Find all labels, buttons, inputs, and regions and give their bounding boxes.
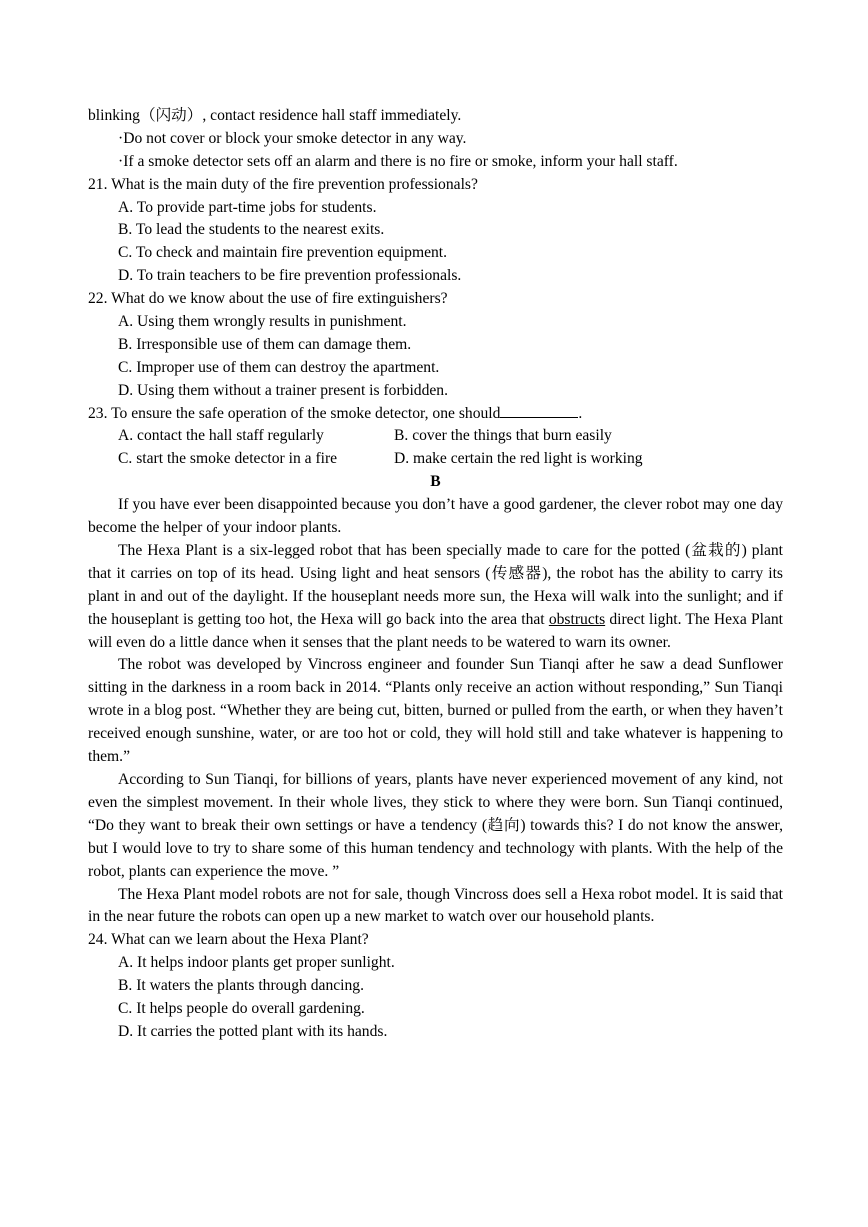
notice-line: blinking（闪动）, contact residence hall staff immediately. xyxy=(88,107,462,124)
option-23-a: A. contact the hall staff regularly xyxy=(118,427,324,445)
question-24: 24. What can we learn about the Hexa Plant? xyxy=(88,931,369,949)
notice-bullet: ·If a smoke detector sets off an alarm and there is no fire or smoke, inform your hall staff. xyxy=(118,152,678,170)
option-24-d: D. It carries the potted plant with its hands. xyxy=(118,1022,388,1040)
option-24-a: A. It helps indoor plants get proper sunlight. xyxy=(118,954,395,972)
option-21-c: C. To check and maintain fire prevention equipment. xyxy=(118,244,448,262)
options-23-row2 xyxy=(88,448,783,471)
option-21-d: D. To train teachers to be fire prevention professionals. xyxy=(118,267,462,285)
options-23-row1 xyxy=(88,425,783,448)
option-22-b: B. Irresponsible use of them can damage them. xyxy=(118,335,412,353)
option-22-c: C. Improper use of them can destroy the apartment. xyxy=(118,358,440,376)
option-21-a: A. To provide part-time jobs for students. xyxy=(118,198,377,216)
question-21: 21. What is the main duty of the fire prevention professionals? xyxy=(88,175,478,193)
underlined-word: obstructs xyxy=(548,610,606,628)
option-24-b: B. It waters the plants through dancing. xyxy=(118,977,364,995)
passage-paragraph-2 xyxy=(88,540,783,655)
option-23-c: C. start the smoke detector in a fire xyxy=(118,450,338,468)
answer-blank xyxy=(500,403,578,418)
passage-paragraph-4: According to Sun Tianqi, for billions of years, plants have never experienced movement of any kind, not even the simplest movement. In their whole lives, they stick to where they were born. Sun Tianqi continued, “Do they want to break their own settings or have a tendency (趋向) towards this? I do not know the answer, but I would love to try to share some of this human tendency and technology with plants. With the help of the robot, plants can experience the move. ” xyxy=(88,771,783,880)
passage-paragraph-5: The Hexa Plant model robots are not for sale, though Vincross does sell a Hexa robot model. It is said that in the near future the robots can open up a new market to watch over our household plants. xyxy=(88,885,783,926)
option-24-c: C. It helps people do overall gardening. xyxy=(118,1000,365,1018)
option-23-b: B. cover the things that burn easily xyxy=(394,427,612,445)
question-23-end: . xyxy=(578,404,583,422)
passage-paragraph-3: The robot was developed by Vincross engineer and founder Sun Tianqi after he saw a dead Sunflower sitting in the darkness in a room back in 2014. “Plants only receive an action without responding,” Sun Tianqi wrote in a blog post. “Whether they are being cut, bitten, burned or pulled from the earth, or when they haven’t received enough sunshine, water, or are too hot or cold, they will hold still and take whatever is happening to them.” xyxy=(88,656,783,766)
passage-p2-text: The Hexa Plant is a six-legged robot that has been specially made to care for the potted (盆栽的) plant that it carries on top of its head. Using light and heat sensors (传感器), the robot has the ability to carry its plant in and out of the daylight. If the houseplant needs more sun, the Hexa will walk into the sunlight; and if the houseplant is getting too hot, the Hexa will go back into the area that xyxy=(88,541,783,628)
question-23 xyxy=(88,403,783,426)
option-22-a: A. Using them wrongly results in punishment. xyxy=(118,313,407,331)
question-22: 22. What do we know about the use of fire extinguishers? xyxy=(88,290,448,308)
section-heading: B xyxy=(430,473,441,491)
notice-bullet: ·Do not cover or block your smoke detector in any way. xyxy=(118,129,467,147)
passage-p2-text: direct light. The Hexa Plant will even do a little dance when it senses that the plant needs to be watered to warn its owner. xyxy=(88,610,783,651)
option-21-b: B. To lead the students to the nearest exits. xyxy=(118,221,385,239)
passage-paragraph-1: If you have ever been disappointed because you don’t have a good gardener, the clever robot may one day become the helper of your indoor plants. xyxy=(88,496,783,537)
option-22-d: D. Using them without a trainer present is forbidden. xyxy=(118,381,448,399)
question-23-stem: 23. To ensure the safe operation of the smoke detector, one should xyxy=(88,404,501,422)
document-page xyxy=(88,105,783,1044)
option-23-d: D. make certain the red light is working xyxy=(394,450,643,468)
